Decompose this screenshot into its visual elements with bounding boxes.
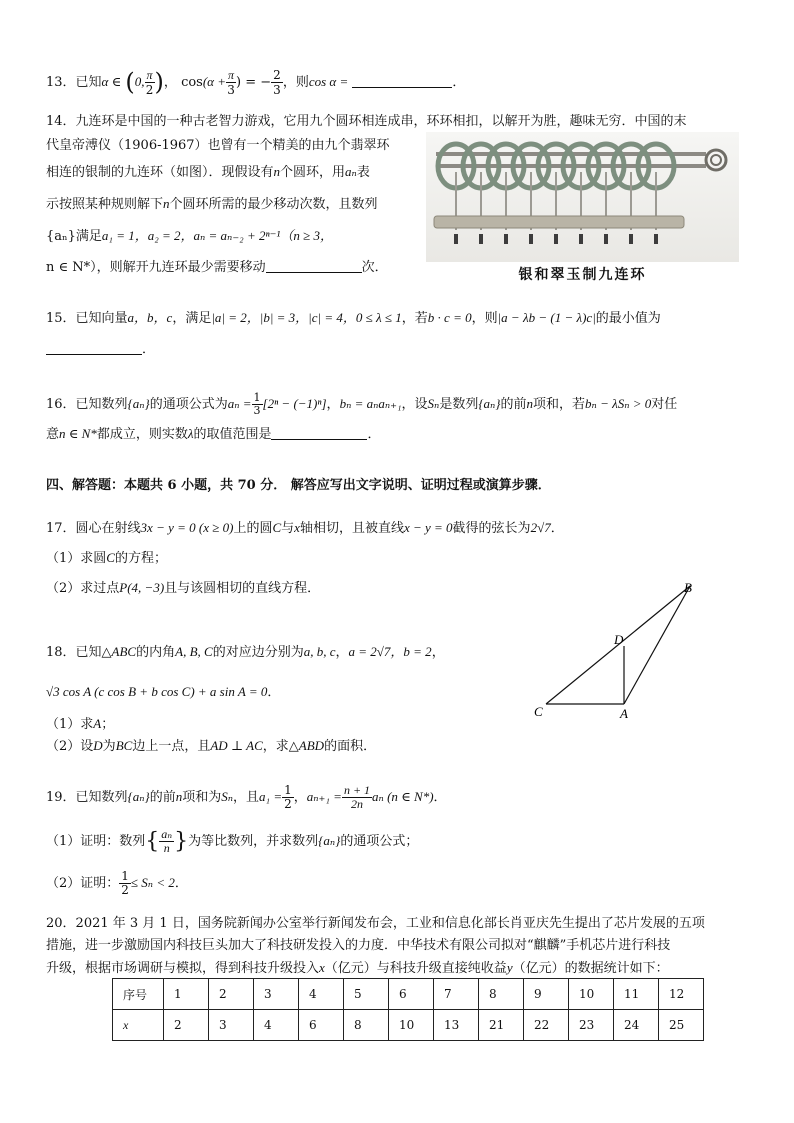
table-cell: 11 — [614, 979, 659, 1010]
table-cell: 21 — [479, 1010, 524, 1041]
table-cell: 6 — [389, 979, 434, 1010]
table-cell: 23 — [569, 1010, 614, 1041]
side-ab — [624, 586, 690, 704]
triangle-abd-figure — [528, 580, 708, 720]
q13-number: 13．已知 — [46, 75, 102, 90]
q20-line1: 20．2021 年 3 月 1 日，国务院新闻办公室举行新闻发布会，工业和信息化部长肖亚庆先生提出了芯片发展的五项 — [46, 916, 705, 931]
table-cell: 6 — [299, 1010, 344, 1041]
table-cell: 9 — [524, 979, 569, 1010]
question-18: 18．已知△ABC的内角A, B, C的对应边分别为a, b, c，a = 2√7，b = 2， — [46, 644, 445, 660]
data-table — [112, 978, 704, 1041]
question-17: 17．圆心在射线3x − y = 0 (x ≥ 0)上的圆C与x轴相切，且被直线x − y = 0截得的弦长为2√7． — [46, 520, 564, 536]
q20-line2: 措施，进一步激励国内科技巨头加大了科技研发投入的力度．中华技术有限公司拟对“麒麟”手机芯片进行科技 — [46, 938, 671, 953]
table-header-cell: 序号 — [113, 979, 164, 1010]
table-cell: 13 — [434, 1010, 479, 1041]
table-cell: 22 — [524, 1010, 569, 1041]
question-16: 16．已知数列{aₙ}的通项公式为aₙ = $\frac{1}{3}$ [2ⁿ − (−1)ⁿ]，bₙ = aₙaₙ₊₁，设Sₙ是数列{aₙ}的前n项和，若bₙ − λSₙ > 0对任 — [46, 391, 678, 417]
q18-part2: （2）设D为BC边上一点，且AD ⊥ AC，求△ABD的面积． — [46, 738, 377, 754]
question-15: 15．已知向量a，b，c，满足|a| = 2，|b| = 3，|c| = 4，0 ≤ λ ≤ 1，若b · c = 0，则|a − λb − (1 − λ)c|的最小值为 — [46, 310, 661, 326]
q14-line2: 代皇帝溥仪（1906-1967）也曾有一个精美的由九个翡翠环 — [46, 138, 390, 153]
q18-equation: √3 cos A (c cos B + b cos C) + a sin A = 0． — [46, 684, 281, 700]
q19-part2: （2）证明： $\frac{1}{2}$ ≤ Sₙ < 2． — [46, 869, 188, 897]
label-c: C — [534, 704, 543, 719]
table-cell: 3 — [254, 979, 299, 1010]
label-a: A — [620, 706, 628, 720]
table-header-cell: x — [113, 1010, 164, 1041]
table-cell: 12 — [659, 979, 704, 1010]
table-cell: 5 — [344, 979, 389, 1010]
table-cell: 7 — [434, 979, 479, 1010]
q17-part1: （1）求圆C的方程； — [46, 550, 167, 566]
label-b: B — [684, 580, 692, 595]
table-cell: 25 — [659, 1010, 704, 1041]
beads — [454, 234, 658, 244]
base-bar — [434, 216, 684, 228]
table-cell: 2 — [209, 979, 254, 1010]
table-row — [113, 1010, 704, 1041]
q13-answer-blank[interactable] — [352, 73, 452, 88]
q14-line3: 相连的银制的九连环（如图）．现假设有n个圆环，用aₙ表 — [46, 164, 370, 180]
table-cell: 10 — [389, 1010, 434, 1041]
table-cell: 1 — [164, 979, 209, 1010]
table-cell: 8 — [344, 1010, 389, 1041]
table-cell: 10 — [569, 979, 614, 1010]
nine-rings-illustration — [426, 132, 739, 262]
question-13: 13．已知α ∈ (0, $\frac{\pi}{2}$ )， cos(α + $\frac{\pi}{3}$ ) = − $\frac{2}{3}$ ，则cos α = ． — [46, 68, 466, 97]
table-cell: 24 — [614, 1010, 659, 1041]
table-cell: 4 — [299, 979, 344, 1010]
q14-line1: 14．九连环是中国的一种古老智力游戏，它用九个圆环相连成串，环环相扣，以解开为胜，趣味无穷．中国的末 — [46, 114, 687, 129]
q14-answer-blank[interactable] — [266, 258, 362, 273]
spiral-icon — [706, 150, 726, 170]
q20-line3: 升级，根据市场调研与模拟，得到科技升级投入x（亿元）与科技升级直接纯收益y（亿元）的数据统计如下： — [46, 960, 669, 976]
q14-line6: n ∈ N*），则解开九连环最少需要移动 次． — [46, 260, 388, 275]
q14-line4: 示按照某种规则解下n个圆环所需的最少移动次数，且数列 — [46, 196, 378, 212]
table-cell: 2 — [164, 1010, 209, 1041]
q15-answer-blank[interactable] — [46, 340, 142, 355]
q14-line5: {aₙ}满足a₁ = 1，a₂ = 2，aₙ = aₙ₋₂ + 2ⁿ⁻¹（n ≥ 3， — [46, 228, 333, 244]
table-cell: 3 — [209, 1010, 254, 1041]
table-row — [113, 979, 704, 1010]
q15-line2: ． — [46, 340, 155, 360]
table-cell: 8 — [479, 979, 524, 1010]
q19-part1: （1）证明：数列{ $\frac{\text{aₙ}}{n}$ }为等比数列，并求数列{aₙ}的通项公式； — [46, 827, 419, 855]
label-d: D — [614, 632, 624, 647]
q16-line2: 意n ∈ N*都成立，则实数λ的取值范围是 ． — [46, 426, 381, 442]
table-cell: 4 — [254, 1010, 299, 1041]
q16-answer-blank[interactable] — [271, 425, 367, 440]
q17-part2: （2）求过点P(4, −3)且与该圆相切的直线方程． — [46, 580, 321, 596]
figure-caption: 银和翠玉制九连环 — [518, 267, 647, 283]
q18-part1: （1）求A； — [46, 716, 115, 732]
nine-linked-rings-photo — [426, 132, 739, 262]
section-4-heading: 四、解答题：本题共 6 小题，共 70 分． 解答应写出文字说明、证明过程或演算步骤． — [46, 478, 551, 493]
question-19: 19．已知数列{aₙ}的前n项和为Sₙ，且a₁ = $\frac{1}{2}$ ，aₙ₊₁ = $\frac{n + 1}{2n}$ aₙ (n ∈ N*)． — [46, 783, 447, 811]
